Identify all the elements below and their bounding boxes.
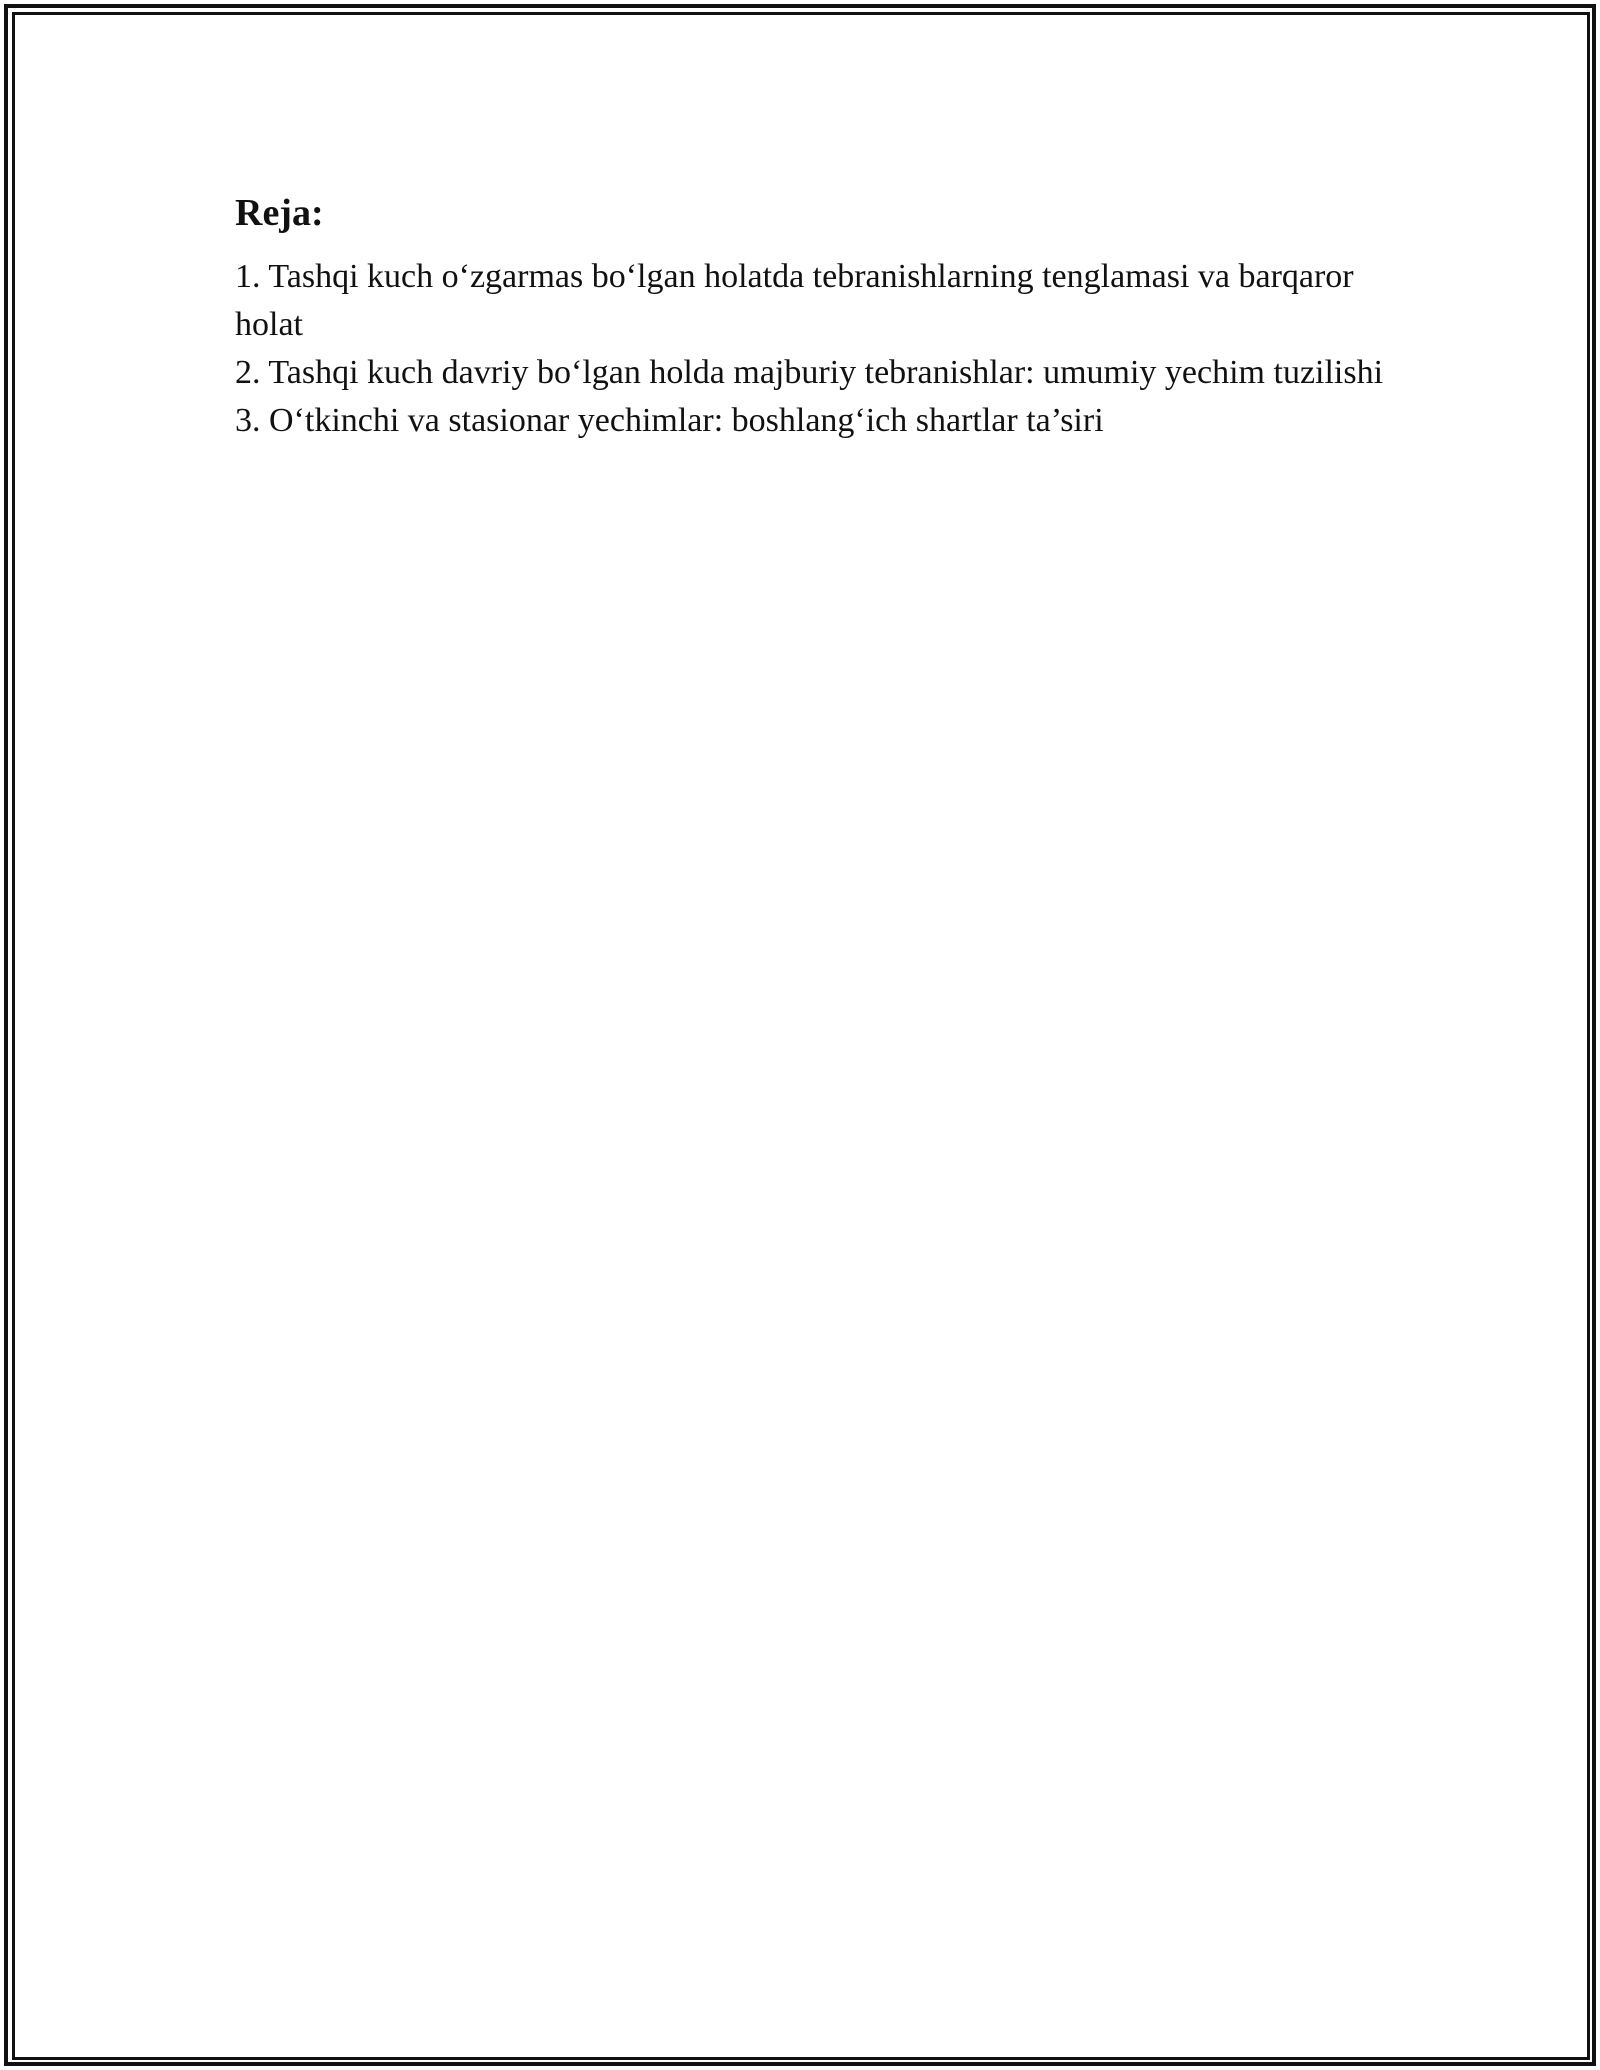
page-content bbox=[235, 185, 1415, 445]
plan-item-2: 2. Tashqi kuch davriy bo‘lgan holda majburiy tebranishlar: umumiy yechim tuzilishi bbox=[235, 354, 1384, 391]
plan-item-1: 1. Tashqi kuch o‘zgarmas bo‘lgan holatda tebranishlarning tenglamasi va barqaror holat bbox=[235, 258, 1354, 343]
plan-item-3: 3. O‘tkinchi va stasionar yechimlar: boshlang‘ich shartlar ta’siri bbox=[235, 402, 1104, 439]
plan-heading: Reja: bbox=[235, 192, 324, 234]
plan-list bbox=[235, 253, 1415, 445]
